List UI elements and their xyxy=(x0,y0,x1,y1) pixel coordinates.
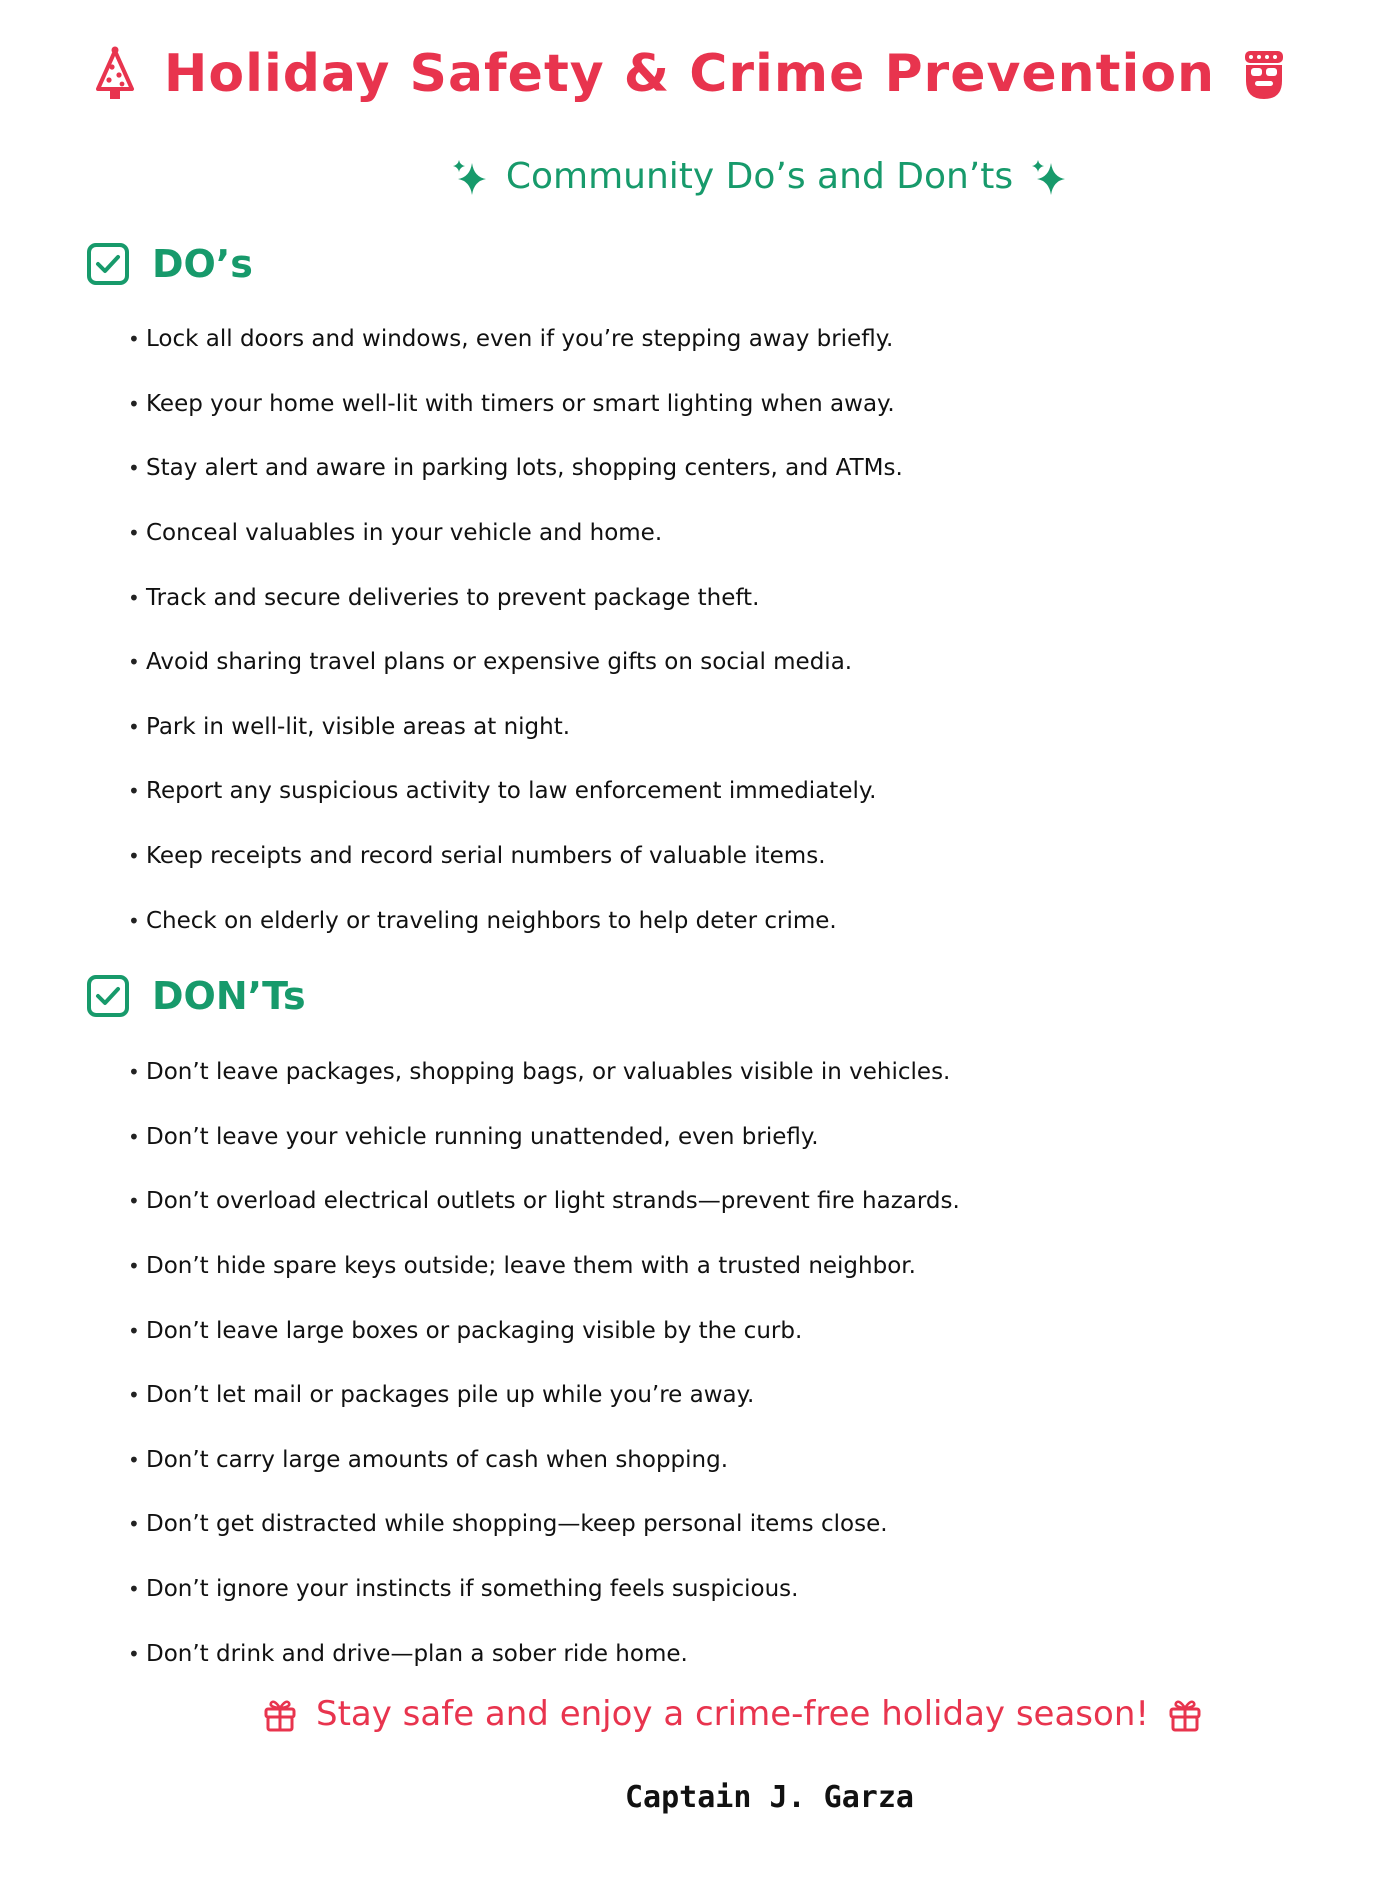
list-item: • Don’t hide spare keys outside; leave them with a trusted neighbor. xyxy=(128,1253,916,1280)
donts-section-header xyxy=(86,974,306,1018)
christmas-tree-icon xyxy=(88,45,142,103)
list-item: • Don’t leave large boxes or packaging visible by the curb. xyxy=(128,1317,803,1344)
list-item: • Don’t get distracted while shopping—keep personal items close. xyxy=(128,1511,888,1538)
page-subtitle: Community Do’s and Don’ts xyxy=(505,156,1014,197)
dos-list xyxy=(128,307,903,953)
list-item: • Don’t leave your vehicle running unattended, even briefly. xyxy=(128,1123,819,1150)
donts-title: DON’Ts xyxy=(152,974,306,1018)
list-item: • Don’t drink and drive—plan a sober ride home. xyxy=(128,1640,688,1667)
closing-message: Stay safe and enjoy a crime-free holiday season! xyxy=(316,1694,1149,1734)
list-item: • Check on elderly or traveling neighbors to help deter crime. xyxy=(128,907,837,934)
list-item: • Conceal valuables in your vehicle and home. xyxy=(128,520,663,547)
dos-title: DO’s xyxy=(152,242,253,286)
dos-section-header xyxy=(86,242,253,286)
santa-icon xyxy=(1237,45,1291,103)
list-item: • Avoid sharing travel plans or expensive gifts on social media. xyxy=(128,649,853,676)
check-box-icon xyxy=(86,242,130,286)
list-item: • Don’t leave packages, shopping bags, or valuables visible in vehicles. xyxy=(128,1059,951,1086)
sparkles-icon xyxy=(1029,157,1069,197)
closing-row xyxy=(0,1694,1379,1734)
title-row xyxy=(0,44,1379,104)
list-item: • Report any suspicious activity to law enforcement immediately. xyxy=(128,778,877,805)
gift-icon xyxy=(262,1696,298,1732)
list-item: • Stay alert and aware in parking lots, shopping centers, and ATMs. xyxy=(128,455,903,482)
page-title: Holiday Safety & Crime Prevention xyxy=(163,44,1216,104)
signature: Captain J. Garza xyxy=(625,1780,914,1815)
list-item: • Don’t let mail or packages pile up while you’re away. xyxy=(128,1382,755,1409)
list-item: • Don’t overload electrical outlets or light strands—prevent fire hazards. xyxy=(128,1188,960,1215)
check-box-icon xyxy=(86,974,130,1018)
sparkles-icon xyxy=(450,157,490,197)
gift-icon xyxy=(1167,1696,1203,1732)
donts-list xyxy=(128,1040,960,1686)
list-item: • Don’t ignore your instincts if something feels suspicious. xyxy=(128,1576,799,1603)
list-item: • Lock all doors and windows, even if you’re stepping away briefly. xyxy=(128,326,894,353)
list-item: • Don’t carry large amounts of cash when shopping. xyxy=(128,1446,729,1473)
list-item: • Track and secure deliveries to prevent package theft. xyxy=(128,584,760,611)
subtitle-row xyxy=(0,156,1379,197)
list-item: • Park in well-lit, visible areas at night. xyxy=(128,713,571,740)
list-item: • Keep your home well-lit with timers or smart lighting when away. xyxy=(128,390,895,417)
list-item: • Keep receipts and record serial numbers of valuable items. xyxy=(128,843,826,870)
